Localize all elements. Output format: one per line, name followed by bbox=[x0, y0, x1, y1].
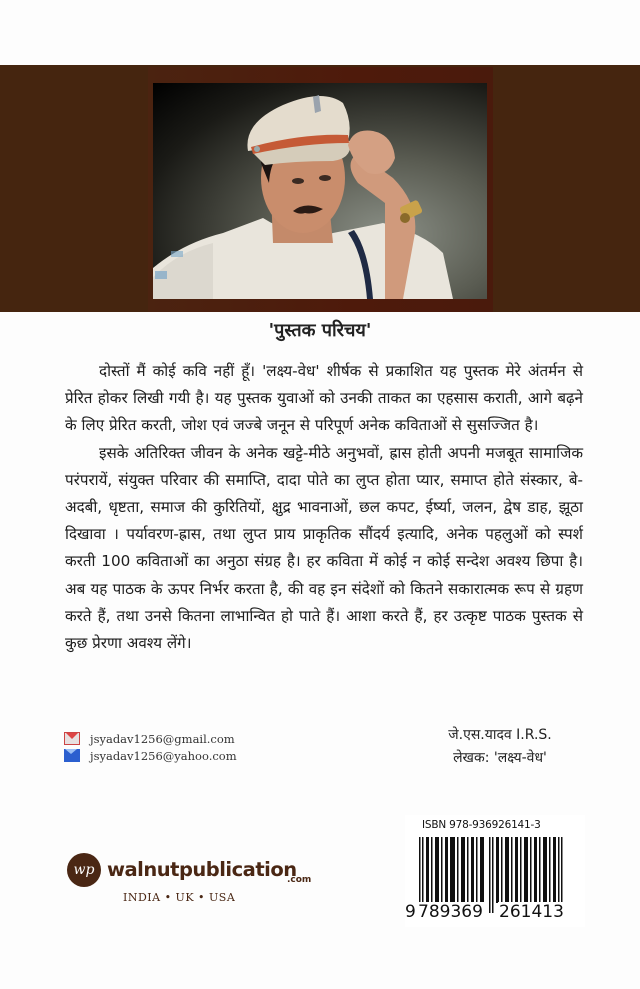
author-portrait-illustration bbox=[153, 83, 487, 299]
yahoo-mail-icon bbox=[64, 749, 80, 762]
email-yahoo[interactable]: jsyadav1256@yahoo.com bbox=[90, 748, 237, 763]
intro-paragraph-2: इसके अतिरिक्त जीवन के अनेक खट्टे-मीठे अनुभवों, ह्रास होती अपनी मजबूत सामाजिक परंपरायें, संयुक्त परिवार की समाप्ति, दादा पोते का लुप्त होता प्यार, समाप्त होते संस्कार, बे-अदबी, धृष्टता, समाज की कुरितियों, क्षुद्र भावनाओं, छल कपट, ईर्ष्या, जलन, द्वेष डाह, झूठा दिखावा । पर्यावरण-ह्रास, तथा लुप्त प्राय प्राकृतिक सौंदर्य इत्यादि, अनेक पहलुओं को स्पर्श करती 100 कविताओं का अनुठा संग्रह है। हर कविता में कोई न कोई सन्देश अवश्य छिपा है। अब यह पाठक के ऊपर निर्भर करता है, की वह इन संदेशों को कितने सकारात्मक रूप से ग्रहण करते हैं, तथा उनसे कितना लाभान्वित हो पाते हैं। आशा करते हैं, हर उत्कृष्ट पाठक पुस्तक से कुछ प्रेरणा अवश्य लेंगे। bbox=[65, 443, 583, 653]
section-title: 'पुस्तक परिचय' bbox=[268, 320, 372, 341]
isbn-barcode bbox=[405, 815, 585, 927]
barcode-digits-left: 789369 bbox=[418, 902, 483, 922]
publisher-regions: INDIA • UK • USA bbox=[123, 891, 236, 904]
contact-list bbox=[64, 730, 237, 764]
author-name: जे.एस.यादव I.R.S. bbox=[448, 727, 552, 743]
barcode-digits-right: 261413 bbox=[499, 902, 564, 922]
author-photo bbox=[153, 83, 487, 299]
publisher-domain: .com bbox=[287, 875, 312, 885]
contact-yahoo[interactable] bbox=[64, 747, 237, 764]
isbn-label: ISBN 978-936926141-3 bbox=[422, 819, 541, 831]
barcode-prefix-digit: 9 bbox=[405, 902, 416, 922]
author-signature bbox=[400, 724, 600, 770]
gmail-icon bbox=[64, 732, 80, 745]
contact-gmail[interactable] bbox=[64, 730, 237, 747]
book-introduction bbox=[65, 358, 583, 657]
intro-paragraph-1: दोस्तों मैं कोई कवि नहीं हूँ। 'लक्ष्य-वेध' शीर्षक से प्रकाशित यह पुस्तक मेरे अंतर्मन से प्रेरित होकर लिखी गयी है। यह पुस्तक युवाओं को उनकी ताकत का एहसास कराती, आगे बढ़ने के लिए प्रेरित करती, जोश एवं जज्बे जनून से परिपूर्ण अनेक कविताओं से सुसज्जित है। bbox=[65, 362, 583, 435]
email-gmail[interactable]: jsyadav1256@gmail.com bbox=[90, 731, 235, 746]
publisher-name: walnutpublication bbox=[107, 858, 297, 881]
publisher-logo bbox=[67, 853, 312, 887]
walnut-logo-mark-icon: wp bbox=[67, 853, 101, 887]
author-role: लेखक: 'लक्ष्य-वेध' bbox=[453, 750, 547, 766]
